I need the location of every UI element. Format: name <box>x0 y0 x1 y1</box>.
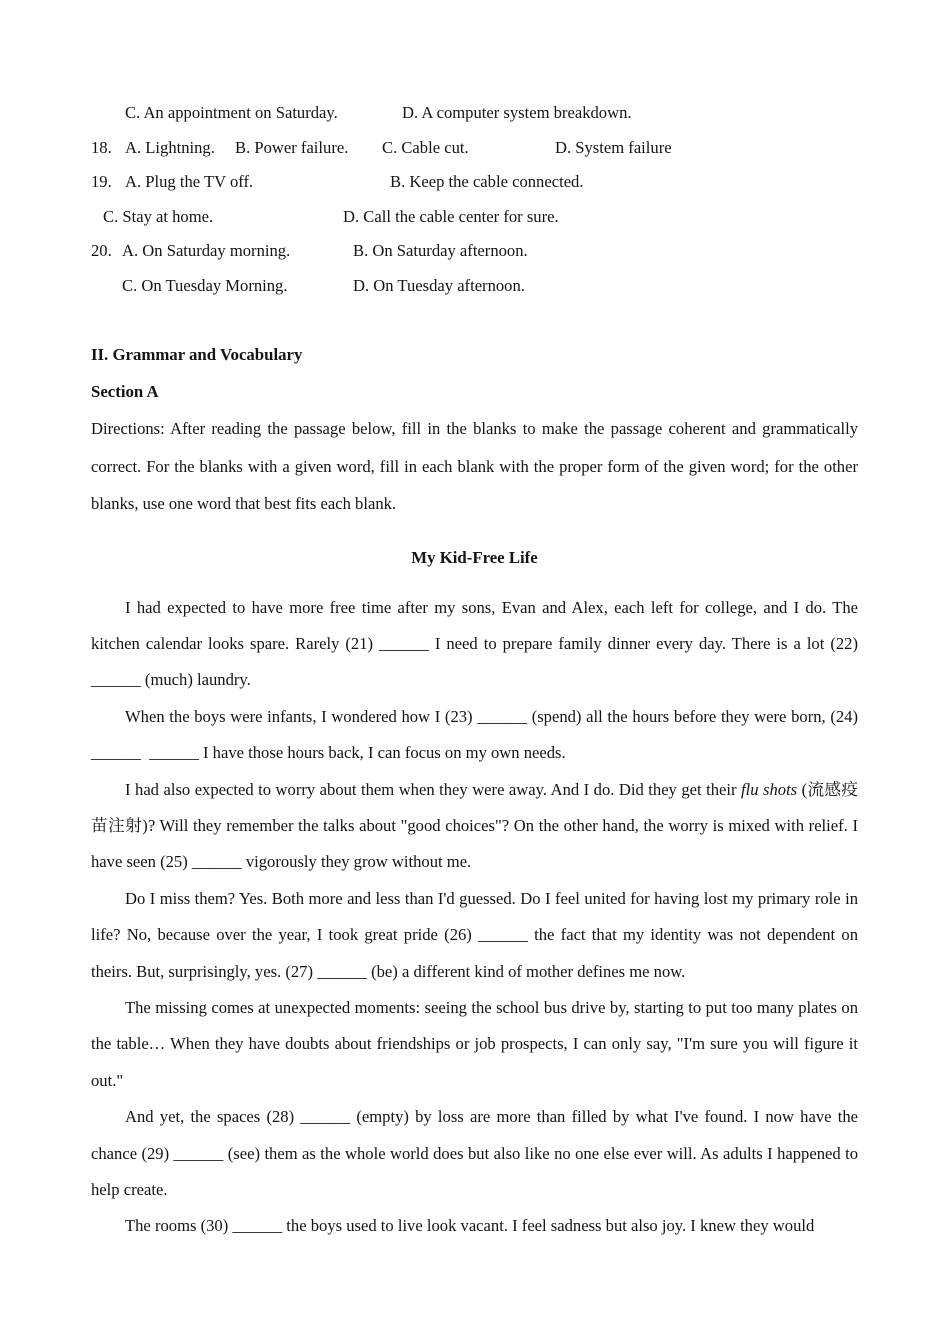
option-17-c: C. An appointment on Saturday. <box>125 103 338 122</box>
grammar-section-heading: II. Grammar and Vocabulary <box>91 345 303 364</box>
question-19-options-cd <box>91 200 858 235</box>
passage-paragraph-7: The rooms (30) ______ the boys used to live look vacant. I feel sadness but also joy. I knew they would <box>125 1216 815 1236</box>
passage-paragraph-3 <box>91 772 858 881</box>
directions-text: Directions: After reading the passage below, fill in the blanks to make the passage coherent and grammatically correct. For the blanks with a given word, fill in each blank with the proper form of the given word; for the other blanks, use one word that best fits each blank. <box>91 419 858 513</box>
listening-questions-block <box>91 96 858 303</box>
question-20-number: 20. <box>91 241 112 260</box>
passage-paragraph-6: And yet, the spaces (28) ______ (empty) by loss are more than filled by what I've found. I now have the chance (29) ______ (see) them as the whole world does but also like no one else ever will. As adults I happened to help create. <box>91 1107 858 1199</box>
question-20-options-ab <box>91 234 858 269</box>
option-20-a: A. On Saturday morning. <box>122 241 291 260</box>
question-18-number: 18. <box>91 137 112 157</box>
passage-paragraph-1: I had expected to have more free time after my sons, Evan and Alex, each left for college, and I do. The kitchen calendar looks spare. Rarely (21) ______ I need to prepare family dinner every day. There is a lot (22) ______ (much) laundry. <box>91 597 858 690</box>
option-18-b: B. Power failure. <box>235 137 349 157</box>
option-18-a: A. Lightning. <box>125 137 215 157</box>
passage-paragraph-2: When the boys were infants, I wondered how I (23) ______ (spend) all the hours before they were born, (24) ______ ______ I have those hours back, I can focus on my own needs. <box>91 706 858 763</box>
option-17-d: D. A computer system breakdown. <box>402 103 632 122</box>
option-20-c: C. On Tuesday Morning. <box>122 275 288 295</box>
passage-paragraph-4: Do I miss them? Yes. Both more and less than I'd guessed. Do I feel united for having lost my primary role in life? No, because over the year, I took great pride (26) ______ the fact that my identity was not dependent on theirs. But, surprisingly, yes. (27) ______ (be) a different kind of mother defines me now. <box>91 888 858 981</box>
passage-title: My Kid-Free Life <box>411 547 538 567</box>
question-20-options-cd <box>91 269 858 304</box>
flu-shots-italic-text: flu shots <box>741 779 798 799</box>
question-19-number: 19. <box>91 172 112 191</box>
option-19-a: A. Plug the TV off. <box>125 172 254 191</box>
option-19-d: D. Call the cable center for sure. <box>343 206 559 226</box>
question-17-options-cd <box>91 96 858 131</box>
option-18-d: D. System failure <box>555 137 672 157</box>
option-20-b: B. On Saturday afternoon. <box>353 241 528 260</box>
passage-paragraph-5: The missing comes at unexpected moments: seeing the school bus drive by, starting to put too many plates on the table… When they have doubts about friendships or job prospects, I can only say, "I'm sure you will figure it out." <box>91 997 858 1090</box>
option-20-d: D. On Tuesday afternoon. <box>353 275 525 295</box>
option-18-c: C. Cable cut. <box>382 137 469 157</box>
paragraph-3-text-after: (流感疫苗注射)? Will they remember the talks about "good choices"? On the other hand, the worry is mixed with relief. I have seen (25) ______ vigorously they grow without me. <box>91 779 858 872</box>
option-19-c: C. Stay at home. <box>103 206 214 226</box>
paragraph-3-text-before: I had also expected to worry about them when they were away. And I do. Did they get their <box>125 779 742 799</box>
question-19-options-ab <box>91 165 858 200</box>
section-a-label: Section A <box>91 382 159 401</box>
option-19-b: B. Keep the cable connected. <box>390 172 584 191</box>
question-18 <box>91 131 858 166</box>
